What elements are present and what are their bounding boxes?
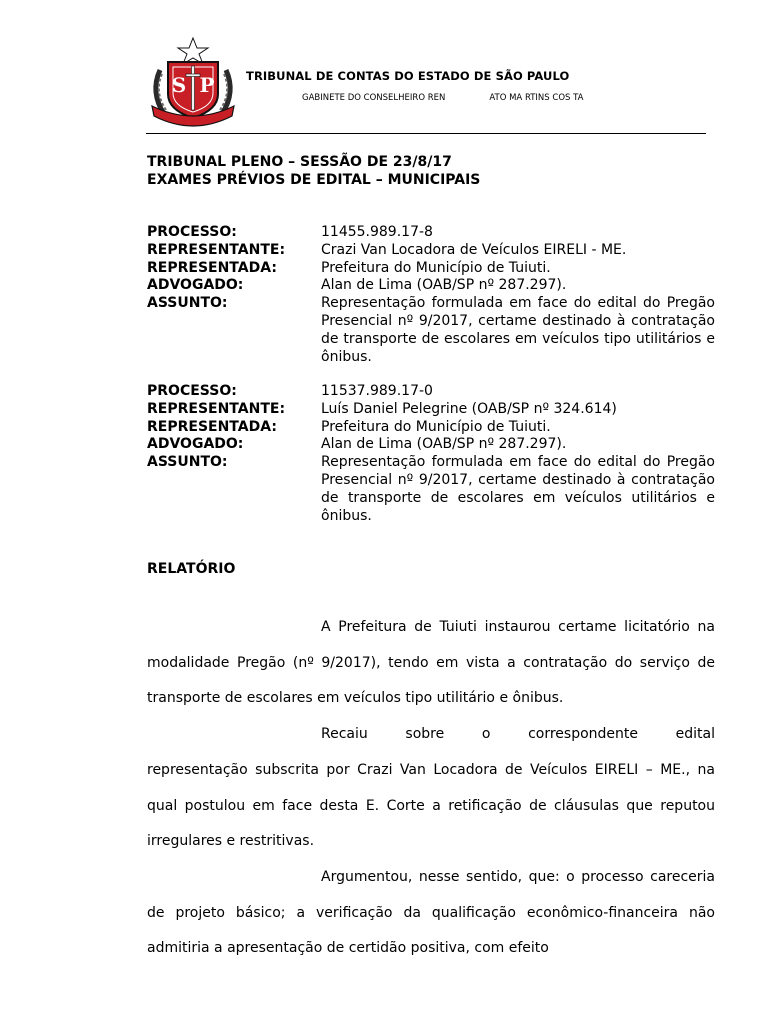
value-representada: Prefeitura do Município de Tuiuti. [321,259,551,276]
case-row-processo [147,383,715,401]
label-assunto: ASSUNTO: [147,454,228,471]
value-processo: 11537.989.17-0 [321,383,433,399]
value-assunto: Representação formulada em face do edital do Pregão Presencial nº 9/2017, certame destinado à contratação de transporte de escolares em veículos utilitários e ônibus. [321,454,715,524]
case-row-assunto [147,295,715,366]
svg-text:S: S [171,73,187,97]
case-row-representante [147,401,715,419]
label-representante: REPRESENTANTE: [147,400,286,417]
label-representada: REPRESENTADA: [147,418,277,435]
report-paragraph-1: A Prefeitura de Tuiuti instaurou certame licitatório na modalidade Pregão (nº 9/2017), tendo em vista a contratação do serviço de transporte de escolares em veículos tipo utilitário e ônibus. [147,619,715,707]
report-paragraph-2-first-line: Recaiu sobre o correspondente edital [321,726,715,743]
case-row-advogado [147,436,715,454]
case-row-assunto [147,454,715,525]
case-row-advogado [147,277,715,295]
cabinet-subtitle [302,93,583,103]
label-processo: PROCESSO: [147,383,237,399]
report-heading: RELATÓRIO [147,561,236,577]
cabinet-subtitle-right: ATO MA RTINS COS TA [489,93,584,103]
case-row-representante [147,242,715,260]
cabinet-subtitle-left: GABINETE DO CONSELHEIRO REN [302,93,446,103]
value-representante: Luís Daniel Pelegrine (OAB/SP nº 324.614) [321,400,617,417]
case-row-representada [147,419,715,437]
value-advogado: Alan de Lima (OAB/SP nº 287.297). [321,436,567,453]
sao-paulo-coat-of-arms-seal [146,36,240,130]
label-representante: REPRESENTANTE: [147,241,286,258]
label-processo: PROCESSO: [147,224,237,240]
value-advogado: Alan de Lima (OAB/SP nº 287.297). [321,277,567,294]
value-assunto: Representação formulada em face do edital do Pregão Presencial nº 9/2017, certame destinado à contratação de transporte de escolares em veículos tipo utilitários e ônibus. [321,295,715,365]
session-heading [147,154,480,189]
session-line-2: EXAMES PRÉVIOS DE EDITAL – MUNICIPAIS [147,171,481,188]
value-representada: Prefeitura do Município de Tuiuti. [321,418,551,435]
svg-text:P: P [199,73,215,97]
court-name-heading: TRIBUNAL DE CONTAS DO ESTADO DE SÃO PAULO [246,69,570,83]
value-representante: Crazi Van Locadora de Veículos EIRELI - ME. [321,241,627,258]
case-row-representada [147,260,715,278]
report-paragraph-2-continuation: representação subscrita por Crazi Van Locadora de Veículos EIRELI – ME., na qual postulou em face desta E. Corte a retificação de cláusulas que reputou irregulares e restritivas. [147,761,715,850]
session-line-1: TRIBUNAL PLENO – SESSÃO DE 23/8/17 [147,154,452,170]
header-divider [146,133,706,134]
label-advogado: ADVOGADO: [147,277,244,294]
label-representada: REPRESENTADA: [147,259,277,276]
case-block-1 [147,224,715,366]
report-body [147,610,715,967]
value-processo: 11455.989.17-8 [321,224,433,240]
label-advogado: ADVOGADO: [147,436,244,453]
report-paragraph-3: Argumentou, nesse sentido, que: o processo careceria de projeto básico; a verificação da qualificação econômico-financeira não admitiria a apresentação de certidão positiva, com efeito [147,868,715,957]
case-block-2 [147,383,715,525]
label-assunto: ASSUNTO: [147,295,228,312]
case-row-processo [147,224,715,242]
